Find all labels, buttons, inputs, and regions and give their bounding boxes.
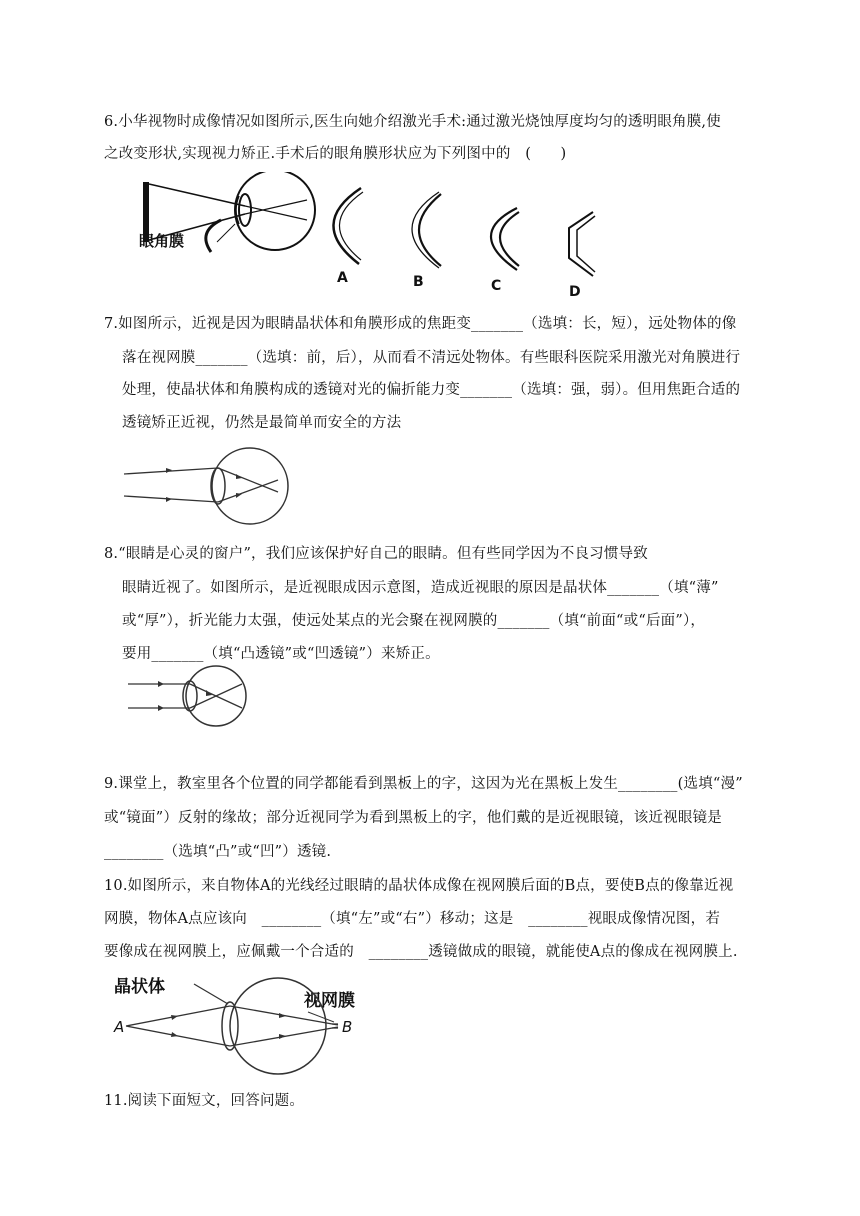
option-c-label: C <box>491 278 502 294</box>
q6-line-2: 之改变形状,实现视力矫正.手术后的眼角膜形状应为下列图中的 ( ) <box>104 146 567 162</box>
option-c-shape <box>491 208 519 270</box>
q6-line-1: 6.小华视物时成像情况如图所示,医生向她介绍激光手术:通过激光烧蚀厚度均匀的透明眼角膜,使 <box>104 114 721 130</box>
option-b-shape <box>412 192 441 268</box>
q9-line-1: 9.课堂上，教室里各个位置的同学都能看到黑板上的字，这因为光在黑板上发生________(选填“漫” <box>104 776 743 792</box>
option-b-label: B <box>413 274 424 290</box>
point-a-label: A <box>114 1018 125 1036</box>
q8-line-4: 要用_______（填“凸透镜”或“凹透镜”）来矫正。 <box>122 646 440 662</box>
point-b-label: B <box>342 1018 353 1036</box>
q7-line-1: 7.如图所示，近视是因为眼睛晶状体和角膜形成的焦距变_______（选填：长，短），远处物体的像 <box>104 316 737 332</box>
q11-line-1: 11.阅读下面短文，回答问题。 <box>104 1093 305 1109</box>
q7-line-4: 透镜矫正近视，仍然是最简单而安全的方法 <box>122 415 402 431</box>
option-a-label: A <box>337 270 348 286</box>
q7-line-3: 处理，使晶状体和角膜构成的透镜对光的偏折能力变_______（选填：强，弱）。但用焦距合适的 <box>122 382 741 398</box>
q10-line-3: 要像成在视网膜上，应佩戴一个合适的 ________透镜做成的眼镜，就能使A点的像成在视网膜上. <box>104 944 738 960</box>
lens-label: 晶状体 <box>114 977 165 997</box>
q8-figure <box>124 662 254 730</box>
option-d-label: D <box>569 284 581 300</box>
q9-line-3: ________（选填“凸”或“凹”）透镜. <box>104 844 332 860</box>
q9-line-2: 或“镜面”）反射的缘故；部分近视同学为看到黑板上的字，他们戴的是近视眼镜，该近视眼镜是 <box>104 810 722 826</box>
cornea-label: 眼角膜 <box>139 232 185 250</box>
q8-line-1: 8.“眼睛是心灵的窗户”，我们应该保护好自己的眼睛。但有些同学因为不良习惯导致 <box>104 546 648 562</box>
q8-line-2: 眼睛近视了。如图所示，是近视眼成因示意图，造成近视眼的原因是晶状体_______（填“薄” <box>122 580 719 596</box>
option-d-shape <box>569 212 595 276</box>
q10-figure <box>108 970 378 1078</box>
q10-line-2: 网膜，物体A点应该向 ________（填“左”或“右”）移动；这是 ________视眼成像情况图，若 <box>104 911 721 927</box>
q6-figure <box>135 172 615 304</box>
q10-line-1: 10.如图所示，来自物体A的光线经过眼睛的晶状体成像在视网膜后面的B点，要使B点的像靠近视 <box>104 878 734 894</box>
q7-figure <box>120 446 290 528</box>
option-a-shape <box>333 188 363 264</box>
q7-line-2: 落在视网膜_______（选填：前，后），从而看不清远处物体。有些眼科医院采用激光对角膜进行 <box>122 350 741 366</box>
retina-label: 视网膜 <box>304 991 355 1011</box>
q8-line-3: 或“厚”），折光能力太强，使远处某点的光会聚在视网膜的_______（填“前面“或“后面”）， <box>122 613 706 629</box>
